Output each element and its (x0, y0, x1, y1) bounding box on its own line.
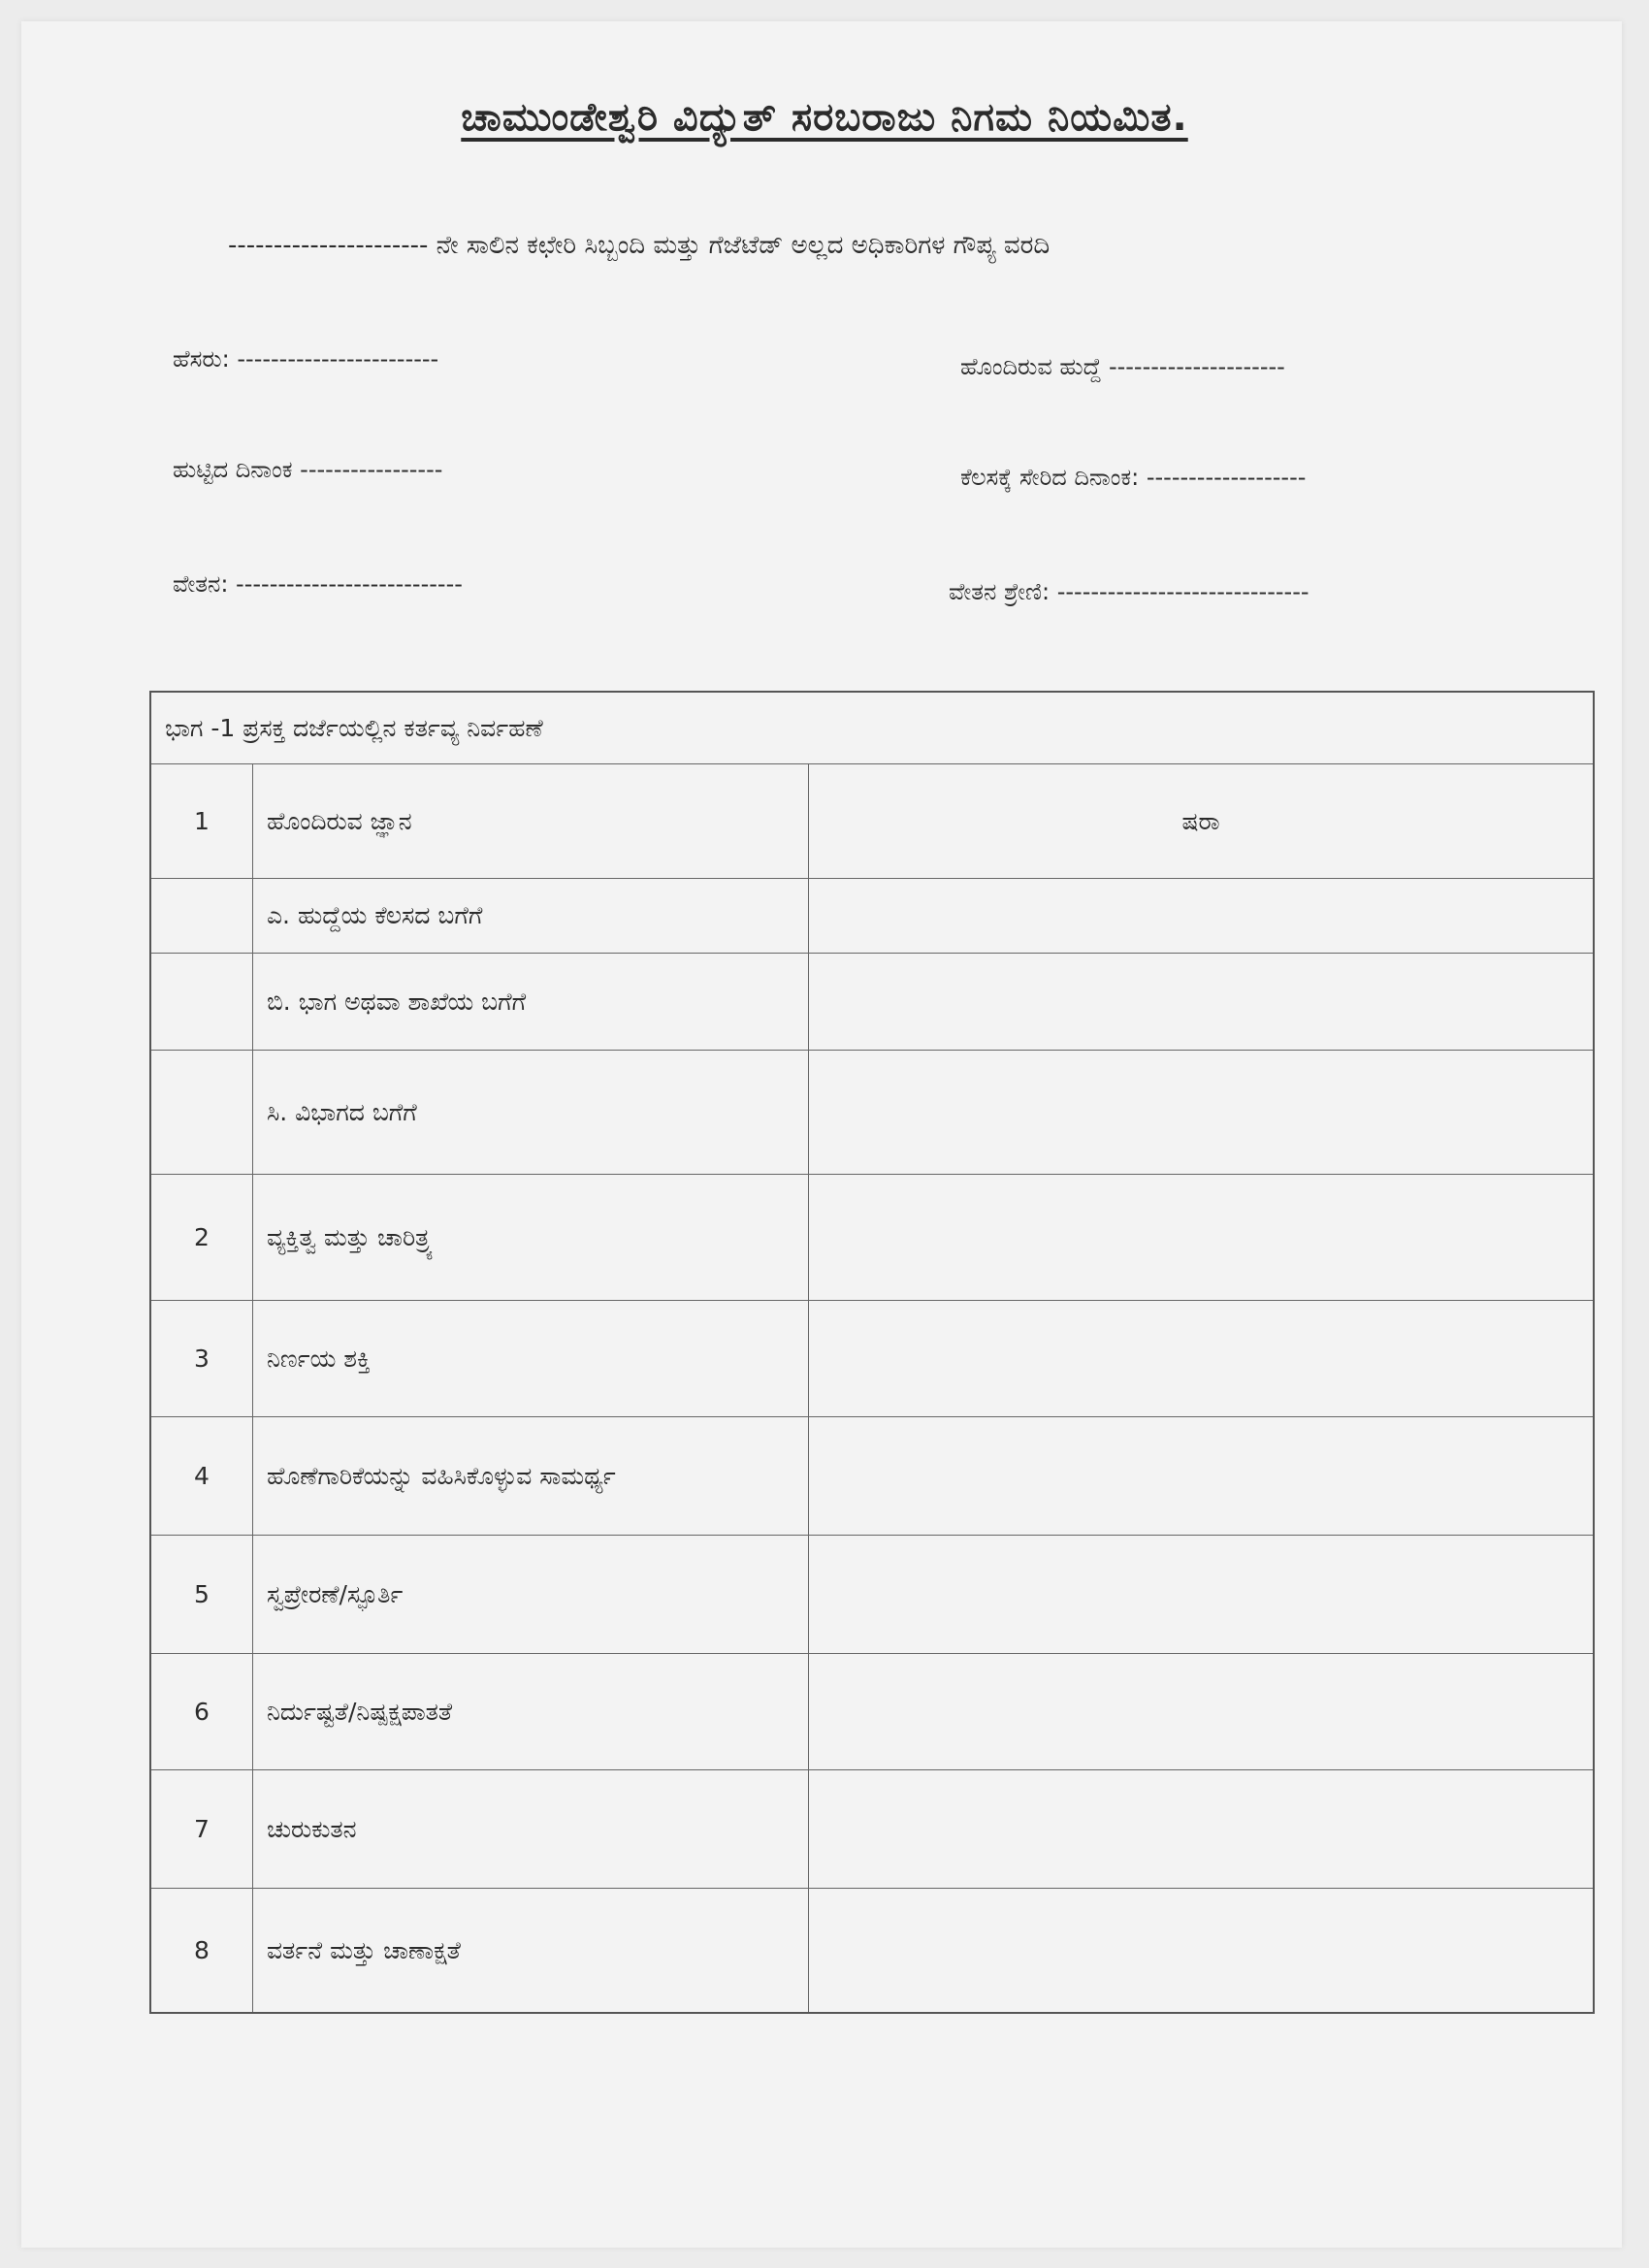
table-row (150, 1654, 1594, 1770)
row-number: 7 (150, 1770, 253, 1889)
row-item: ಬಿ. ಭಾಗ ಅಥವಾ ಶಾಖೆಯ ಬಗೆಗೆ (253, 954, 809, 1051)
row-item: ಚುರುಕುತನ (253, 1770, 809, 1889)
remarks-cell[interactable] (809, 1536, 1595, 1654)
row-item: ಸ್ವಪ್ರೇರಣೆ/ಸ್ಫೂರ್ತಿ (253, 1536, 809, 1654)
remarks-cell[interactable] (809, 1654, 1595, 1770)
remarks-cell[interactable] (809, 1175, 1595, 1301)
table-row (150, 1175, 1594, 1301)
row-number: 5 (150, 1536, 253, 1654)
part-heading: ಭಾಗ -1 ಪ್ರಸಕ್ತ ದರ್ಜೆಯಲ್ಲಿನ ಕರ್ತವ್ಯ ನಿರ್ವಹಣೆ (150, 692, 1594, 764)
remarks-cell[interactable] (809, 1051, 1595, 1175)
document-title: ಚಾಮುಂಡೇಶ್ವರಿ ವಿದ್ಯುತ್ ಸರಬರಾಜು ನಿಗಮ ನಿಯಮಿತ. (461, 95, 1188, 140)
row-number (150, 1051, 253, 1175)
remarks-cell[interactable] (809, 1770, 1595, 1889)
row-number: 2 (150, 1175, 253, 1301)
salary-field[interactable]: ವೇತನ: --------------------------- (173, 570, 463, 598)
table-row (150, 1770, 1594, 1889)
name-field[interactable]: ಹೆಸರು: ------------------------ (173, 345, 439, 373)
remarks-cell[interactable] (809, 1889, 1595, 2013)
remarks-cell[interactable] (809, 1301, 1595, 1417)
remarks-cell[interactable] (809, 954, 1595, 1051)
table-row (150, 1301, 1594, 1417)
table-row (150, 954, 1594, 1051)
row-number (150, 954, 253, 1051)
row-number: 3 (150, 1301, 253, 1417)
row-item: ನಿರ್ಣಯ ಶಕ್ತಿ (253, 1301, 809, 1417)
row-item: ಹೊಣೆಗಾರಿಕೆಯನ್ನು ವಹಿಸಿಕೊಳ್ಳುವ ಸಾಮರ್ಥ್ಯ (253, 1417, 809, 1536)
table-row (150, 879, 1594, 954)
row-item: ವರ್ತನೆ ಮತ್ತು ಚಾಣಾಕ್ಷತೆ (253, 1889, 809, 2013)
joining-date-field[interactable]: ಕೆಲಸಕ್ಕೆ ಸೇರಿದ ದಿನಾಂಕ: ------------------- (960, 464, 1307, 491)
pay-scale-field[interactable]: ವೇತನ ಶ್ರೇಣಿ: ------------------------------ (949, 578, 1310, 605)
table-row (150, 1889, 1594, 2013)
remarks-cell[interactable] (809, 1417, 1595, 1536)
remarks-cell[interactable] (809, 879, 1595, 954)
row-item: ನಿರ್ದುಷ್ಟತೆ/ನಿಷ್ಪಕ್ಷಪಾತತೆ (253, 1654, 809, 1770)
row-item: ವ್ಯಕ್ತಿತ್ವ ಮತ್ತು ಚಾರಿತ್ರ್ಯ (253, 1175, 809, 1301)
post-field[interactable]: ಹೊಂದಿರುವ ಹುದ್ದೆ --------------------- (960, 353, 1285, 380)
document-subtitle: ---------------------- ನೇ ಸಾಲಿನ ಕಛೇರಿ ಸಿಬ್ಬಂದಿ ಮತ್ತು ಗೆಜೆಟೆಡ್ ಅಲ್ಲದ ಅಧಿಕಾರಿಗಳ ಗೌಪ್ಯ ವರದಿ (228, 231, 1051, 260)
row-number: 8 (150, 1889, 253, 2013)
row-item: ಹೊಂದಿರುವ ಜ್ಞಾನ (253, 764, 809, 879)
row-number: 4 (150, 1417, 253, 1536)
table-row (150, 764, 1594, 879)
row-number (150, 879, 253, 954)
table-row (150, 1417, 1594, 1536)
table-row (150, 1051, 1594, 1175)
dob-field[interactable]: ಹುಟ್ಟಿದ ದಿನಾಂಕ ----------------- (173, 456, 443, 483)
row-item: ಸಿ. ವಿಭಾಗದ ಬಗೆಗೆ (253, 1051, 809, 1175)
row-number: 1 (150, 764, 253, 879)
row-item: ಎ. ಹುದ್ದೆಯ ಕೆಲಸದ ಬಗೆಗೆ (253, 879, 809, 954)
row-number: 6 (150, 1654, 253, 1770)
appraisal-table (149, 691, 1595, 2014)
table-row (150, 1536, 1594, 1654)
remarks-heading: ಷರಾ (809, 764, 1595, 879)
